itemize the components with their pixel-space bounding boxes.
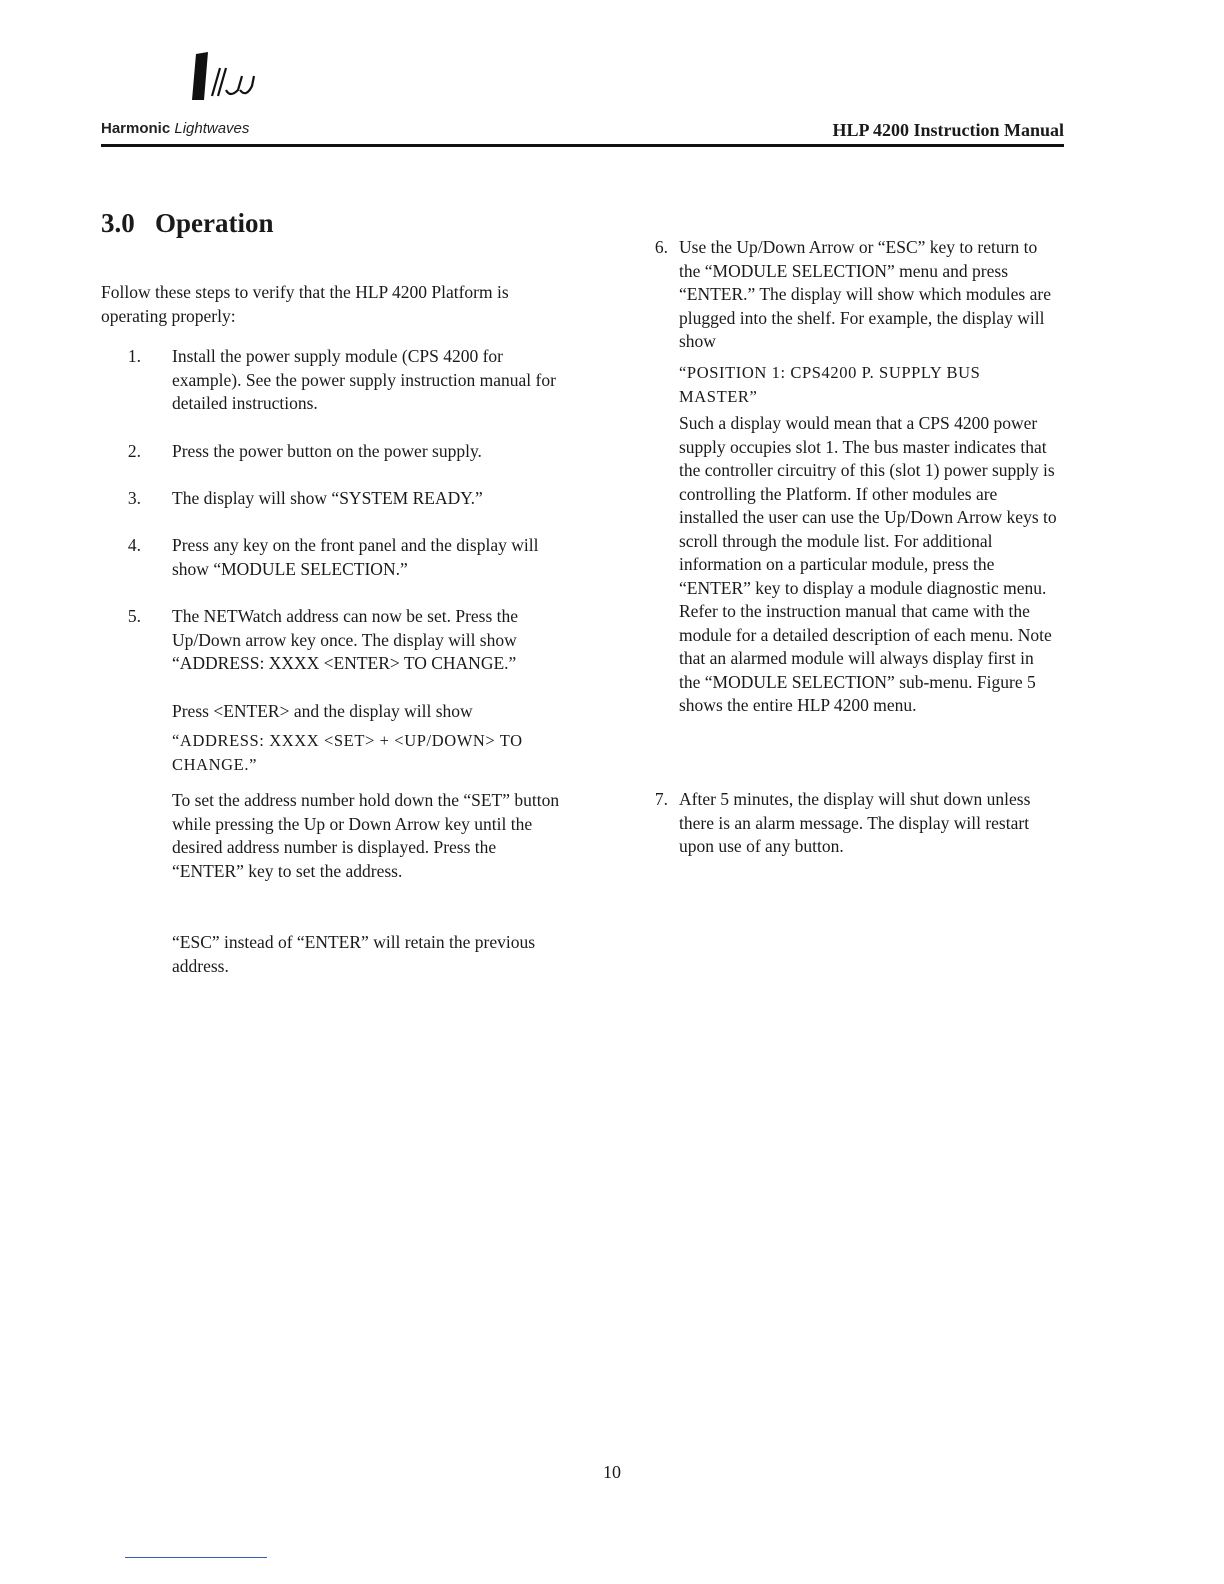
step-5-display-text: “ADDRESS: XXXX <SET> + <UP/DOWN> TO CHANGE.” <box>172 731 523 774</box>
page-number: 10 <box>603 1462 621 1482</box>
brand-lightwaves: Lightwaves <box>174 120 250 137</box>
manual-title: HLP 4200 Instruction Manual <box>832 120 1064 140</box>
brand-harmonic: Harmonic <box>101 120 171 137</box>
section-heading <box>101 208 274 239</box>
step-5-press-enter: Press <ENTER> and the display will show <box>172 701 473 721</box>
step-number: 6. <box>654 237 668 257</box>
step-5-set-address-paragraph: To set the address number hold down the “SET” button while pressing the Up or Down Arrow key until the desired address number is displayed. Press the “ENTER” key to set the address. <box>172 790 560 881</box>
section-title: Operation <box>155 208 274 238</box>
step-6-explanation-paragraph: Such a display would mean that a CPS 4200 power supply occupies slot 1. The bus master indicates that the controller circuitry of this (slot 1) power supply is controlling the Platform. If other modules are installed the user can use the Up/Down Arrow keys to scroll through the module list. For additional information on a particular module, press the “ENTER” key to display a module diagnostic menu. Refer to the instruction manual that came with the module for a detailed description of each menu. Note that an alarmed module will always display first in the “MODULE SELECTION” sub-menu. Figure 5 shows the entire HLP 4200 menu. <box>679 413 1057 715</box>
step-text: Press the power button on the power supply. <box>172 441 482 461</box>
footnote-divider <box>125 1557 267 1558</box>
step-text: Press any key on the front panel and the display will show “MODULE SELECTION.” <box>172 535 539 579</box>
step-number: 2. <box>127 441 141 461</box>
section-number: 3.0 <box>101 208 135 238</box>
brand-name <box>101 120 249 137</box>
step-text: Use the Up/Down Arrow or “ESC” key to return to the “MODULE SELECTION” menu and press “ENTER.” The display will show which modules are plugged into the shelf. For example, the display will show <box>679 237 1051 351</box>
step-number: 4. <box>127 535 141 555</box>
step-text: The display will show “SYSTEM READY.” <box>172 488 483 508</box>
step-text: Install the power supply module (CPS 4200 for example). See the power supply instruction manual for detailed instructions. <box>172 346 556 413</box>
intro-paragraph: Follow these steps to verify that the HLP 4200 Platform is operating properly: <box>101 282 509 326</box>
step-text: The NETWatch address can now be set. Press the Up/Down arrow key once. The display will show “ADDRESS: XXXX <ENTER> TO CHANGE.” <box>172 606 519 673</box>
harmonic-logo-icon <box>190 50 260 102</box>
step-number: 7. <box>654 789 668 809</box>
step-number: 1. <box>127 346 141 366</box>
step-number: 3. <box>127 488 141 508</box>
header-divider <box>101 144 1064 147</box>
step-text: After 5 minutes, the display will shut down unless there is an alarm message. The display will restart upon use of any button. <box>679 789 1031 856</box>
step-5-esc-paragraph: “ESC” instead of “ENTER” will retain the previous address. <box>172 932 536 976</box>
step-6-display-text: “POSITION 1: CPS4200 P. SUPPLY BUS MASTER” <box>679 363 981 406</box>
step-number: 5. <box>127 606 141 626</box>
